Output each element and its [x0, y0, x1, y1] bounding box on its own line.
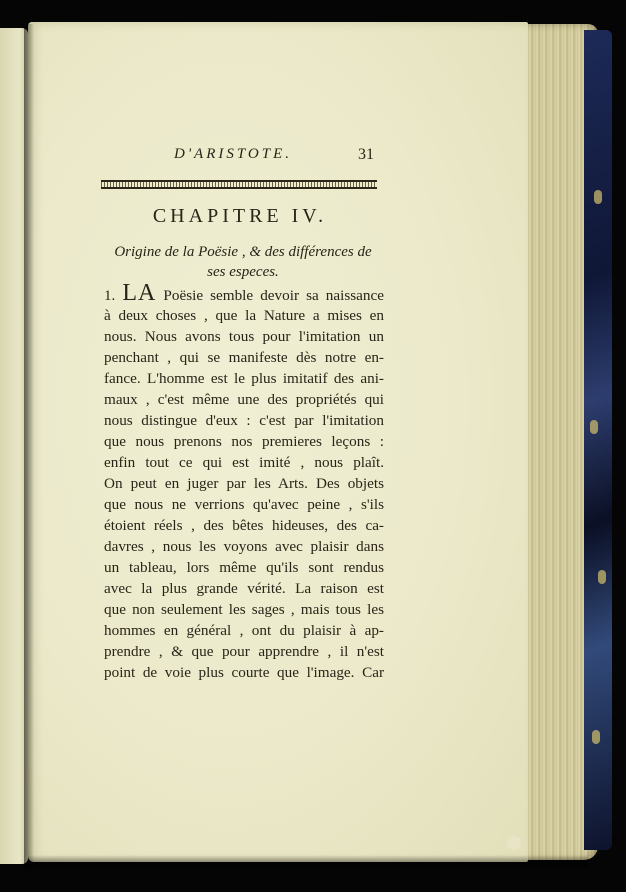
text-line: prendre , & que pour apprendre , il n'est: [104, 643, 384, 660]
text-line: enfin tout ce qui est imité , nous plaît.: [104, 454, 384, 471]
text-line: nous. Nous avons tous pour l'imitation un: [104, 328, 384, 345]
text-line: un tableau, lors même qu'ils sont rendus: [104, 559, 384, 576]
text-line: que non seulement les sages , mais tous les: [104, 601, 384, 618]
ornamental-rule: [101, 180, 377, 189]
subtitle-line: ses especes.: [207, 264, 279, 280]
page-blemish: [507, 836, 521, 850]
chapter-subtitle: [104, 242, 382, 282]
paragraph-number: 1.: [104, 288, 116, 304]
dropcap: LA: [122, 280, 157, 306]
text-line: penchant , qui se manifeste dès notre en-: [104, 349, 384, 366]
text-line: que nous ne verrions qu'avec peine , s'ils: [104, 496, 384, 513]
book-cover-marbled: [584, 30, 612, 850]
text-line: fance. L'homme est le plus imitatif des ani-: [104, 370, 384, 387]
gutter-shadow: [24, 24, 34, 870]
body-paragraph: [104, 280, 385, 683]
first-line-text: Poësie semble devoir sa naissance: [163, 287, 385, 304]
text-line: davres , nous les voyons avec plaisir dans: [104, 538, 384, 555]
text-line: que nous prenons nos premieres leçons :: [104, 433, 384, 450]
text-line: hommes en général , ont du plaisir à ap-: [104, 622, 384, 639]
text-line: à deux choses , que la Nature a mises en: [104, 307, 384, 324]
text-line: point de voie plus courte que l'image. Car: [104, 664, 384, 681]
running-head-title: D'ARISTOTE.: [174, 146, 293, 162]
text-line: nous distingue d'eux : c'est par l'imitation: [104, 412, 384, 429]
first-line: [104, 280, 385, 306]
text-line: On peut en juger par les Arts. Des objets: [104, 475, 384, 492]
text-line: avec la plus grande vérité. La raison est: [104, 580, 384, 597]
running-head: [98, 146, 378, 170]
bottom-shadow: [28, 855, 588, 867]
subtitle-line: Origine de la Poësie , & des différences de: [114, 244, 372, 260]
text-line: maux , c'est même une des propriétés qui: [104, 391, 384, 408]
text-line: étoient réels , des bêtes hideuses, des ca-: [104, 517, 384, 534]
page-number: 31: [358, 146, 374, 163]
chapter-heading: CHAPITRE IV.: [152, 205, 328, 227]
